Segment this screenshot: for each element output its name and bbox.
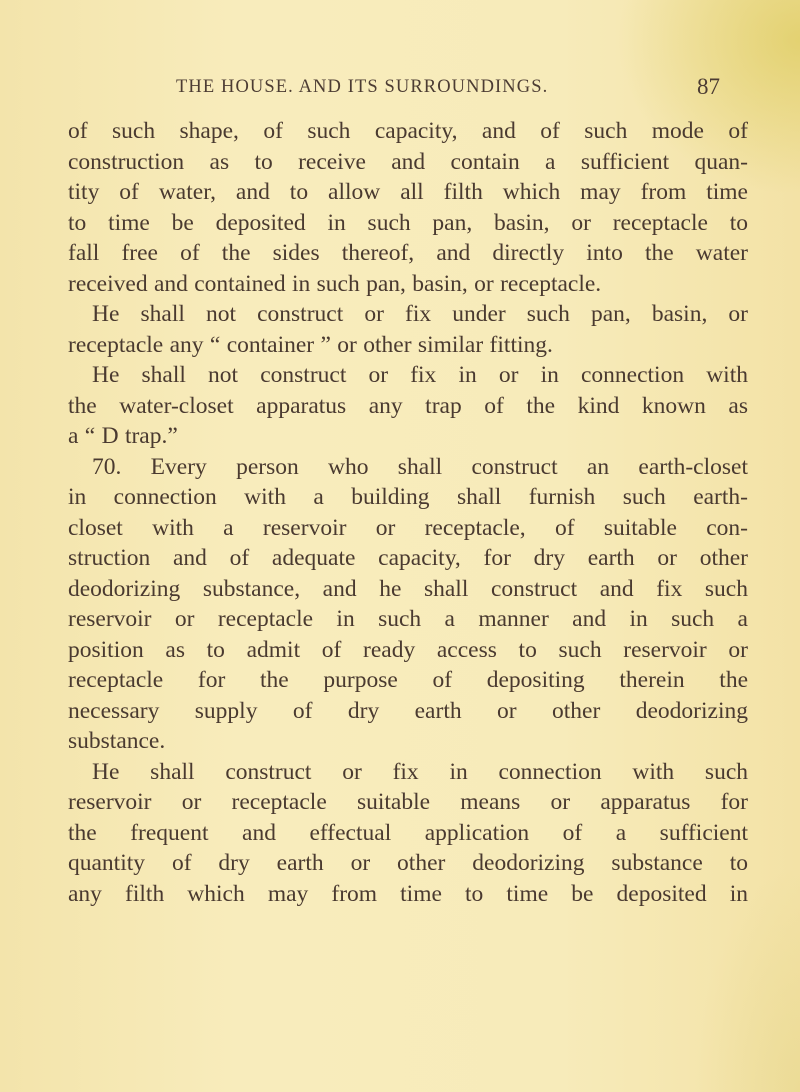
text-line: fall free of the sides thereof, and directly into the water (68, 240, 748, 266)
page-number: 87 (697, 74, 720, 99)
text-line: necessary supply of dry earth or other deodorizing (68, 697, 748, 724)
text-line: any filth which may from time to time be deposited in (68, 880, 748, 907)
text-line: struction and of adequate capacity, for dry earth or other (68, 545, 748, 571)
text-line: reservoir or receptacle suitable means or apparatus for (68, 789, 748, 815)
text-line: construction as to receive and contain a sufficient quan- (68, 148, 748, 175)
text-line: He shall construct or fix in connection with such (92, 758, 748, 785)
text-line: in connection with a building shall furnish such earth- (68, 484, 748, 510)
text-line: a “ D trap.” (68, 423, 178, 449)
text-line: the frequent and effectual application of a sufficient (68, 819, 748, 846)
running-head: THE HOUSE. AND ITS SURROUNDINGS. (176, 77, 549, 97)
text-line: received and contained in such pan, basin, or receptacle. (68, 270, 602, 297)
text-line: of such shape, of such capacity, and of such mode of (68, 118, 748, 144)
text-line: deodorizing substance, and he shall construct and fix such (68, 575, 748, 602)
text-line: receptacle any “ container ” or other similar fitting. (68, 331, 553, 358)
text-line: closet with a reservoir or receptacle, of suitable con- (68, 514, 748, 541)
text-line: quantity of dry earth or other deodorizing substance to (68, 850, 748, 876)
text-line: reservoir or receptacle in such a manner and in such a (68, 606, 748, 632)
text-line: substance. (68, 728, 166, 754)
text-line: He shall not construct or fix in or in connection with (92, 362, 748, 388)
text-line: tity of water, and to allow all filth which may from time (68, 179, 748, 205)
text-line: position as to admit of ready access to such reservoir or (68, 636, 748, 663)
text-line: to time be deposited in such pan, basin, or receptacle to (68, 209, 748, 236)
body-text (68, 116, 748, 909)
text-line: He shall not construct or fix under such pan, basin, or (92, 301, 748, 327)
text-line: receptacle for the purpose of depositing therein the (68, 667, 748, 693)
text-line: 70. Every person who shall construct an earth-closet (92, 453, 748, 480)
text-line: the water-closet apparatus any trap of the kind known as (68, 392, 748, 419)
page-header (0, 70, 800, 104)
